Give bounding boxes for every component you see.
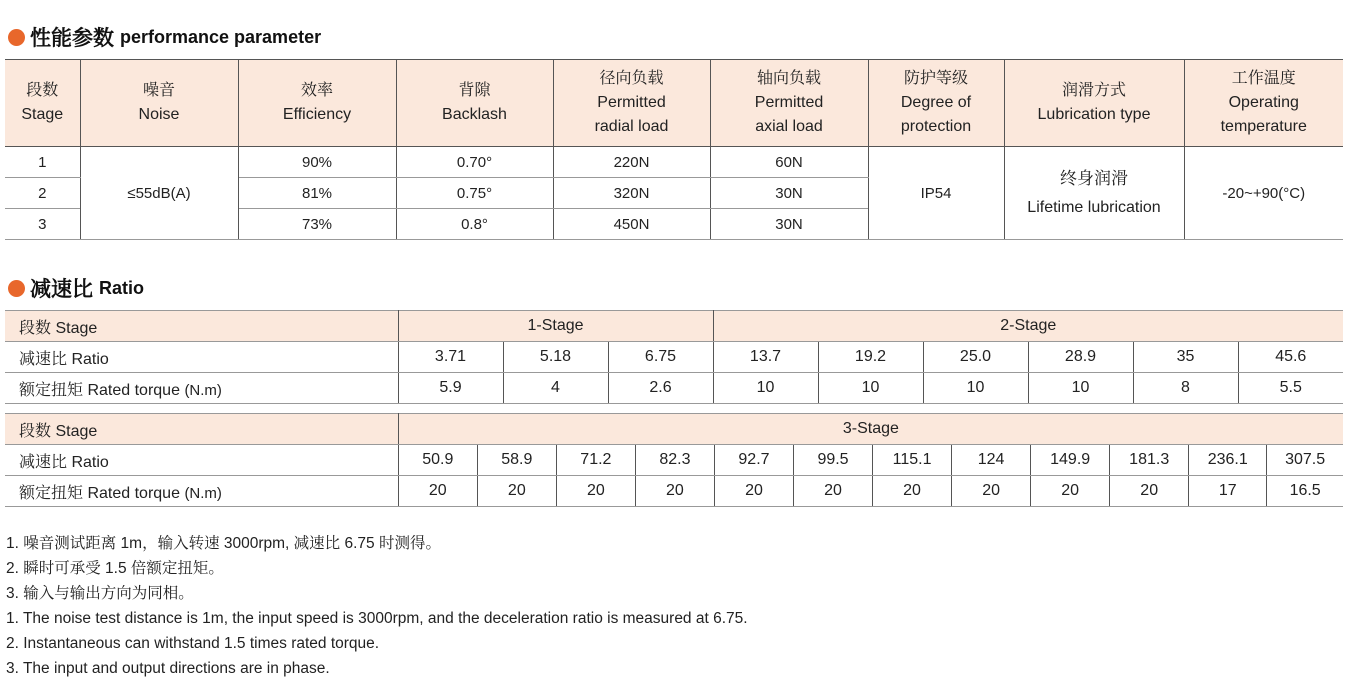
torque-value-cell: 20 [1031,476,1110,507]
note-line: 1. The noise test distance is 1m, the input speed is 3000rpm, and the deceleration ratio is measured at 6.75. [6,610,748,627]
header-protection: 防护等级 Degree of protection [868,60,1004,147]
ratio-value-cell: 115.1 [873,445,952,476]
torque-value-cell: 8 [1133,373,1238,404]
header-temperature: 工作温度 Operating temperature [1184,60,1343,147]
radial-load-cell: 220N [553,147,710,178]
ratio-section-title [8,273,144,303]
header-backlash: 背隙 Backlash [396,60,553,147]
stage-cell: 3 [5,209,80,240]
header-efficiency: 效率 Efficiency [238,60,396,147]
stage-1-header: 1-Stage [398,311,713,342]
torque-value-cell: 5.9 [398,373,503,404]
axial-load-cell: 30N [710,178,868,209]
torque-value-cell: 10 [1028,373,1133,404]
section-title-cn: 减速比 [30,278,93,301]
ratio-table-stage-3 [5,413,1343,507]
section-title-en: performance parameter [120,26,322,47]
torque-row [5,373,1343,404]
torque-label: 额定扭矩 Rated torque (N.m) [5,373,398,404]
efficiency-cell: 73% [238,209,396,240]
ratio-value-cell: 124 [952,445,1031,476]
protection-cell: IP54 [868,147,1004,240]
stage-label: 段数 Stage [5,414,398,445]
ratio-value-cell: 149.9 [1031,445,1110,476]
ratio-value-cell: 45.6 [1238,342,1343,373]
backlash-cell: 0.75° [396,178,553,209]
torque-value-cell: 20 [952,476,1031,507]
ratio-label: 减速比 Ratio [5,445,398,476]
ratio-value-cell: 35 [1133,342,1238,373]
torque-value-cell: 20 [873,476,952,507]
note-line: 1. 噪音测试距离 1m，输入转速 3000rpm, 减速比 6.75 时测得。 [6,535,441,552]
ratio-value-cell: 5.18 [503,342,608,373]
torque-value-cell: 20 [477,476,556,507]
lubrication-cell: 终身润滑 Lifetime lubrication [1004,147,1184,240]
note-line: 2. 瞬时可承受 1.5 倍额定扭矩。 [6,560,224,577]
ratio-value-cell: 82.3 [635,445,714,476]
torque-value-cell: 2.6 [608,373,713,404]
torque-value-cell: 10 [923,373,1028,404]
ratio-value-cell: 92.7 [714,445,793,476]
torque-value-cell: 17 [1189,476,1267,507]
torque-value-cell: 20 [714,476,793,507]
efficiency-cell: 90% [238,147,396,178]
efficiency-cell: 81% [238,178,396,209]
header-stage: 段数 Stage [5,60,80,147]
noise-cell: ≤55dB(A) [80,147,238,240]
section-title-en: Ratio [99,277,144,298]
torque-value-cell: 20 [793,476,872,507]
torque-value-cell: 20 [1110,476,1189,507]
stage-row [5,311,1343,342]
ratio-value-cell: 6.75 [608,342,713,373]
ratio-row [5,342,1343,373]
performance-section-title [8,22,321,52]
ratio-value-cell: 58.9 [477,445,556,476]
ratio-table-stage-1-2 [5,310,1343,404]
torque-value-cell: 20 [635,476,714,507]
torque-value-cell: 4 [503,373,608,404]
backlash-cell: 0.8° [396,209,553,240]
torque-row [5,476,1343,507]
torque-value-cell: 16.5 [1267,476,1343,507]
ratio-value-cell: 307.5 [1267,445,1343,476]
stage-2-header: 2-Stage [713,311,1343,342]
section-title-cn: 性能参数 [30,27,114,50]
stage-cell: 2 [5,178,80,209]
header-radial-load: 径向负载 Permitted radial load [553,60,710,147]
torque-value-cell: 20 [556,476,635,507]
ratio-value-cell: 28.9 [1028,342,1133,373]
ratio-value-cell: 181.3 [1110,445,1189,476]
ratio-value-cell: 50.9 [398,445,477,476]
note-line: 3. The input and output directions are in phase. [6,660,330,677]
ratio-value-cell: 3.71 [398,342,503,373]
performance-table [5,59,1343,240]
torque-label: 额定扭矩 Rated torque (N.m) [5,476,398,507]
stage-3-header: 3-Stage [398,414,1343,445]
backlash-cell: 0.70° [396,147,553,178]
ratio-value-cell: 25.0 [923,342,1028,373]
ratio-value-cell: 19.2 [818,342,923,373]
table-header-row [5,60,1343,147]
bullet-dot-icon [8,280,25,297]
torque-value-cell: 10 [713,373,818,404]
ratio-label: 减速比 Ratio [5,342,398,373]
ratio-value-cell: 71.2 [556,445,635,476]
header-axial-load: 轴向负载 Permitted axial load [710,60,868,147]
ratio-value-cell: 236.1 [1189,445,1267,476]
note-line: 2. Instantaneous can withstand 1.5 times rated torque. [6,635,380,652]
table-row [5,147,1343,178]
temperature-cell: -20~+90(°C) [1184,147,1343,240]
axial-load-cell: 30N [710,209,868,240]
radial-load-cell: 450N [553,209,710,240]
torque-value-cell: 20 [398,476,477,507]
stage-row [5,414,1343,445]
stage-label: 段数 Stage [5,311,398,342]
torque-value-cell: 5.5 [1238,373,1343,404]
stage-cell: 1 [5,147,80,178]
ratio-value-cell: 13.7 [713,342,818,373]
header-lubrication: 润滑方式 Lubrication type [1004,60,1184,147]
note-line: 3. 输入与输出方向为同相。 [6,585,194,602]
notes [6,531,748,681]
ratio-row [5,445,1343,476]
bullet-dot-icon [8,29,25,46]
radial-load-cell: 320N [553,178,710,209]
ratio-value-cell: 99.5 [793,445,872,476]
torque-value-cell: 10 [818,373,923,404]
header-noise: 噪音 Noise [80,60,238,147]
axial-load-cell: 60N [710,147,868,178]
